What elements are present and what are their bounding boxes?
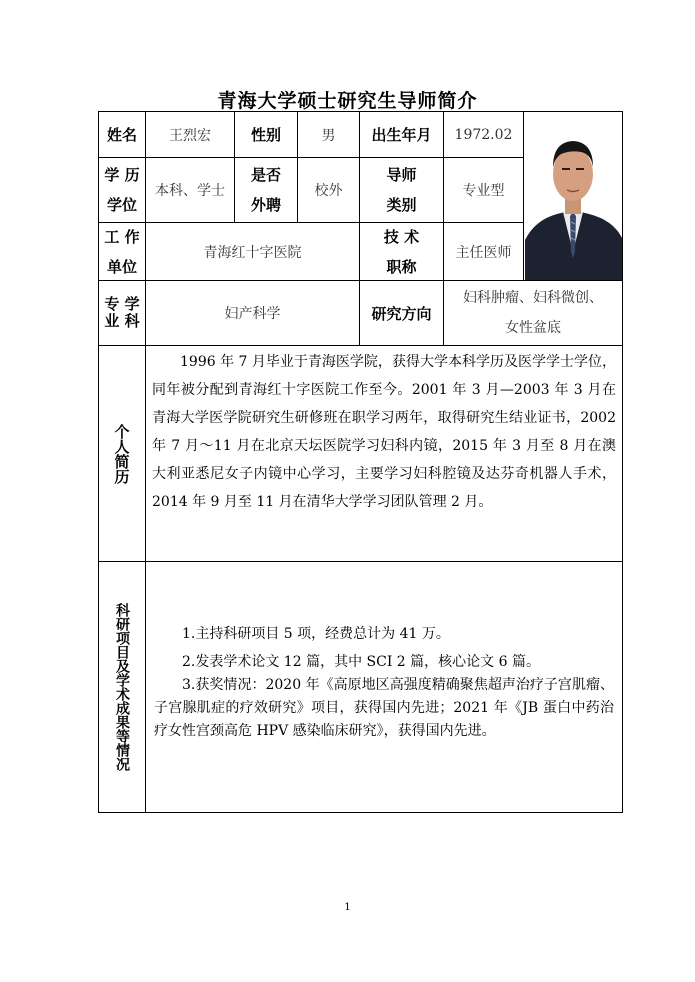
portrait-photo (524, 111, 623, 281)
label-birth: 出生年月 (360, 111, 444, 158)
label-tech-title (360, 223, 444, 281)
value-work-unit: 青海红十字医院 (146, 223, 360, 281)
label-mentor-type-line2: 类别 (386, 196, 417, 214)
label-mentor-type-line1: 导师 (386, 166, 417, 184)
label-hired-line1: 是否 (250, 166, 281, 184)
value-research-line1: 妇科肿瘤、妇科微创、 (463, 290, 603, 306)
label-major-line2: 业 科 (104, 312, 140, 330)
label-tech-title-line1: 技 术 (383, 227, 420, 246)
label-education-line2: 学位 (106, 196, 137, 214)
achievement-item: 3.获奖情况：2020 年《高原地区高强度精确聚焦超声治疗子宫肌瘤、子宫腺肌症的疗效研究》项目，获得国内先进；2021 年《JB 蛋白中药治疗女性宫颈高危 HPV 感染临床研究》，获得国内先进。 (154, 677, 614, 739)
achievement-item: 2.发表学术论文 12 篇，其中 SCI 2 篇，核心论文 6 篇。 (182, 654, 540, 670)
label-work-unit-line2: 单位 (106, 257, 137, 276)
label-gender: 性别 (235, 111, 298, 158)
label-achievements: 科研项目及学术成果等情况 (114, 603, 130, 771)
bio-text: 1996 年 7 月毕业于青海医学院，获得大学本科学历及医学学士学位，同年被分配到青海红十字医院工作至今。2001 年 3 月—2003 年 3 月在青海大学医学院研究生研修班在职学习两年，取得研究生结业证书，2002 年 7 月～11 月在北京天坛医院学习妇科内镜，2015 年 3 月至 8 月在澳大利亚悉尼女子内镜中心学习，主要学习妇科腔镜及达芬奇机器人手术，2014 年 9 月至 11 月在清华大学学习团队管理 2 月。 (152, 354, 616, 510)
label-bio-cell (98, 346, 146, 562)
label-education (98, 158, 146, 223)
label-tech-title-line2: 职称 (386, 257, 417, 276)
achievements-list (146, 622, 622, 743)
value-research-line2: 女性盆底 (505, 320, 561, 336)
label-education-line1: 学 历 (104, 166, 140, 184)
label-achievements-cell (98, 562, 146, 813)
value-birth: 1972.02 (444, 111, 524, 158)
value-major: 妇产科学 (146, 281, 360, 346)
portrait-icon (525, 112, 622, 280)
label-name: 姓名 (98, 111, 146, 158)
label-hired-line2: 外聘 (250, 196, 281, 214)
value-name: 王烈宏 (146, 111, 235, 158)
label-research: 研究方向 (360, 281, 444, 346)
label-hired (235, 158, 298, 223)
label-major (98, 281, 146, 346)
page-number: 1 (344, 902, 351, 913)
bio-text-wrap (146, 348, 622, 516)
value-tech-title: 主任医师 (444, 223, 524, 281)
label-work-unit-line1: 工 作 (104, 227, 140, 246)
label-major-line1: 专 学 (104, 295, 140, 313)
achievements-cell (146, 562, 623, 813)
value-mentor-type: 专业型 (444, 158, 524, 223)
bio-cell (146, 346, 623, 562)
value-gender: 男 (298, 111, 360, 158)
value-research (444, 281, 623, 346)
value-education: 本科、学士 (146, 158, 235, 223)
achievement-item: 1.主持科研项目 5 项，经费总计为 41 万。 (182, 626, 450, 642)
value-hired: 校外 (298, 158, 360, 223)
page-title: 青海大学硕士研究生导师简介 (217, 90, 478, 112)
label-mentor-type (360, 158, 444, 223)
label-bio: 个人简历 (112, 423, 131, 484)
label-work-unit (98, 223, 146, 281)
